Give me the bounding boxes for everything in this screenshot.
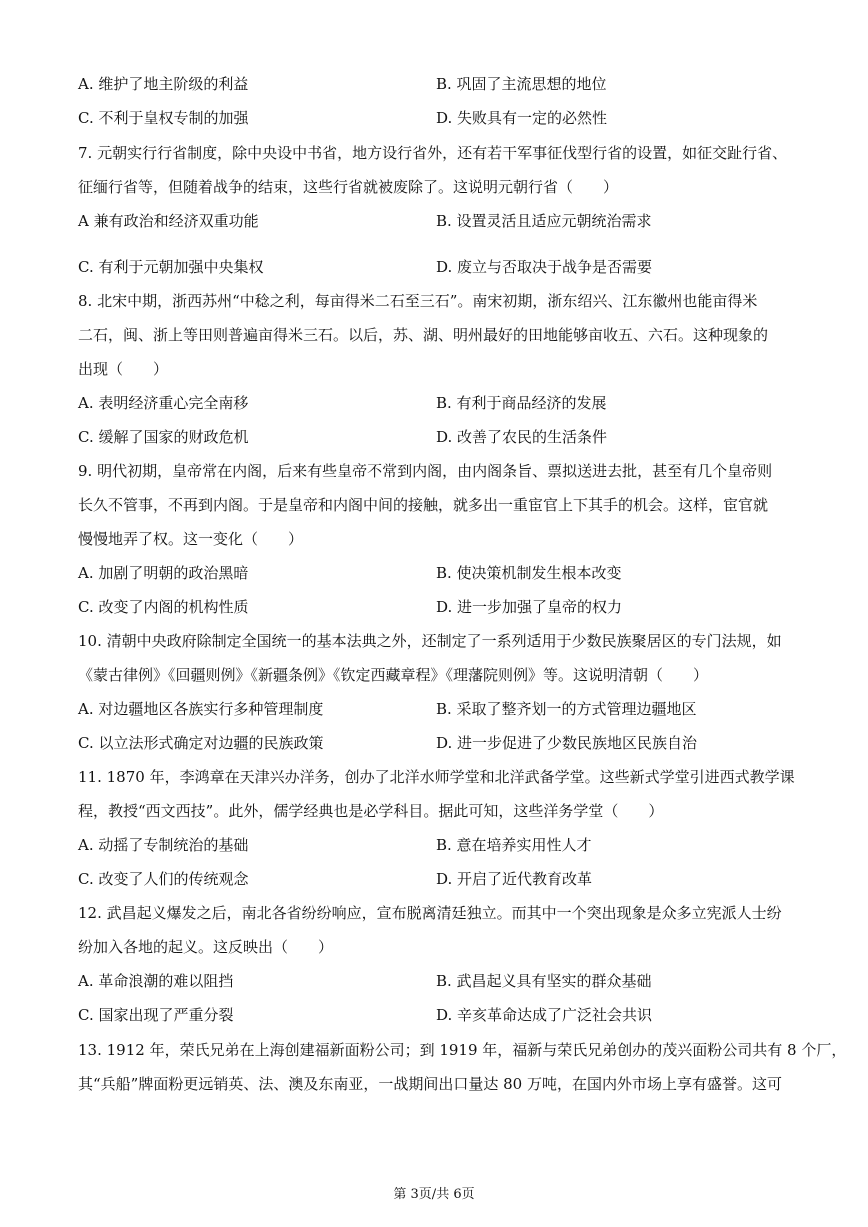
q8-option-c: C. 缓解了国家的财政危机 [78, 428, 249, 446]
q12-stem-line1: 12. 武昌起义爆发之后，南北各省纷纷响应，宣布脱离清廷独立。而其中一个突出现象是众多立宪派人士纷 [78, 904, 782, 922]
q8-stem-line2: 二石，闽、浙上等田则普遍亩得米三石。以后，苏、湖、明州最好的田地能够亩收五、六石。这种现象的 [78, 326, 769, 344]
q8-option-a: A. 表明经济重心完全南移 [78, 394, 249, 412]
q9-stem-line1: 9. 明代初期，皇帝常在内阁，后来有些皇帝不常到内阁，由内阁条旨、票拟送进去批，甚至有几个皇帝则 [78, 462, 773, 480]
q13-stem-line2: 其“兵船”牌面粉更远销英、法、澳及东南亚，一战期间出口量达 80 万吨，在国内外市场上享有盛誉。这可 [78, 1075, 782, 1093]
q9-option-a: A. 加剧了明朝的政治黑暗 [78, 564, 249, 582]
q11-option-b: B. 意在培养实用性人才 [436, 836, 592, 854]
q13-stem-line1: 13. 1912 年，荣氏兄弟在上海创建福新面粉公司；到 1919 年，福新与荣氏兄弟创办的茂兴面粉公司共有 8 个厂， [78, 1041, 847, 1059]
q10-option-c: C. 以立法形式确定对边疆的民族政策 [78, 734, 324, 752]
q7-stem-line1: 7. 元朝实行行省制度，除中央设中书省，地方设行省外，还有若干军事征伐型行省的设置，如征交趾行省、 [78, 144, 788, 162]
q9-stem-line3: 慢慢地弄了权。这一变化（ ） [78, 530, 304, 548]
q10-option-b: B. 采取了整齐划一的方式管理边疆地区 [436, 700, 697, 718]
q11-option-a: A. 动摇了专制统治的基础 [78, 836, 249, 854]
q12-option-a: A. 革命浪潮的难以阻挡 [78, 972, 234, 990]
q9-option-d: D. 进一步加强了皇帝的权力 [436, 598, 623, 616]
q12-option-c: C. 国家出现了严重分裂 [78, 1006, 234, 1024]
q11-stem-line2: 程，教授“西文西技”。此外，儒学经典也是必学科目。据此可知，这些洋务学堂（ ） [78, 802, 664, 820]
q9-option-b: B. 使决策机制发生根本改变 [436, 564, 622, 582]
q6-option-d: D. 失败具有一定的必然性 [436, 109, 608, 127]
q6-option-c: C. 不利于皇权专制的加强 [78, 109, 249, 127]
q7-option-c: C. 有利于元朝加强中央集权 [78, 258, 264, 276]
q11-option-c: C. 改变了人们的传统观念 [78, 870, 249, 888]
q7-option-d: D. 废立与否取决于战争是否需要 [436, 258, 653, 276]
q9-option-c: C. 改变了内阁的机构性质 [78, 598, 249, 616]
q11-option-d: D. 开启了近代教育改革 [436, 870, 593, 888]
q8-option-d: D. 改善了农民的生活条件 [436, 428, 608, 446]
q7-stem-line2: 征缅行省等，但随着战争的结束，这些行省就被废除了。这说明元朝行省（ ） [78, 178, 619, 196]
q12-stem-line2: 纷加入各地的起义。这反映出（ ） [78, 938, 334, 956]
q8-stem-line3: 出现（ ） [78, 360, 169, 378]
q9-stem-line2: 长久不管事，不再到内阁。于是皇帝和内阁中间的接触，就多出一重宦官上下其手的机会。这样，宦官就 [78, 496, 769, 514]
q8-option-b: B. 有利于商品经济的发展 [436, 394, 607, 412]
q6-option-b: B. 巩固了主流思想的地位 [436, 75, 607, 93]
q6-option-a: A. 维护了地主阶级的利益 [78, 75, 249, 93]
q11-stem-line1: 11. 1870 年，李鸿章在天津兴办洋务，创办了北洋水师学堂和北洋武备学堂。这些新式学堂引进西式教学课 [78, 768, 795, 786]
q8-stem-line1: 8. 北宋中期，浙西苏州“中稔之利，每亩得米二石至三石”。南宋初期，浙东绍兴、江东徽州也能亩得米 [78, 292, 758, 310]
q7-option-a: A 兼有政治和经济双重功能 [78, 212, 259, 230]
q12-option-d: D. 辛亥革命达成了广泛社会共识 [436, 1006, 653, 1024]
q10-stem-line2: 《蒙古律例》《回疆则例》《新疆条例》《钦定西藏章程》《理藩院则例》等。这说明清朝（ ） [78, 666, 709, 684]
q10-option-d: D. 进一步促进了少数民族地区民族自治 [436, 734, 698, 752]
q12-option-b: B. 武昌起义具有坚实的群众基础 [436, 972, 652, 990]
q7-option-b: B. 设置灵活且适应元朝统治需求 [436, 212, 652, 230]
page-number: 第 3页/共 6页 [393, 1187, 475, 1202]
q10-option-a: A. 对边疆地区各族实行多种管理制度 [78, 700, 324, 718]
q10-stem-line1: 10. 清朝中央政府除制定全国统一的基本法典之外，还制定了一系列适用于少数民族聚居区的专门法规，如 [78, 632, 782, 650]
